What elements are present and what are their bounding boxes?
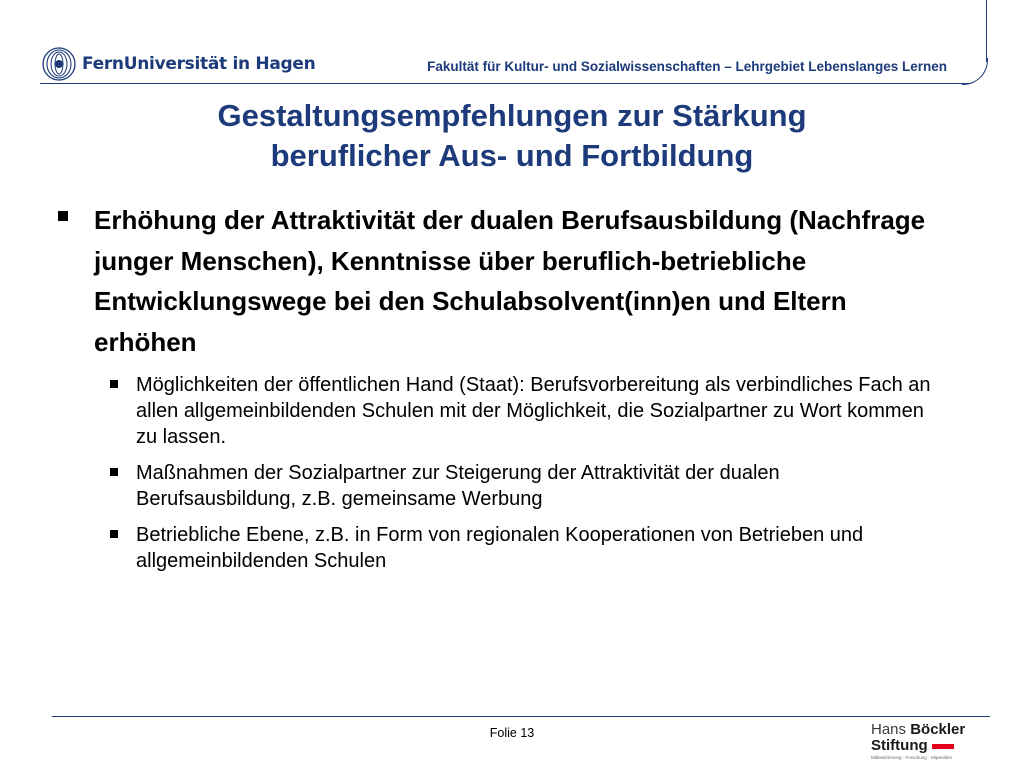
footer-divider bbox=[52, 716, 990, 717]
faculty-label: Fakultät für Kultur- und Sozialwissenschaften – Lehrgebiet Lebenslanges Lernen bbox=[427, 59, 947, 74]
sponsor-tagline: Mitbestimmung · Forschung · Stipendien bbox=[871, 755, 953, 760]
sponsor-word-stiftung: Stiftung bbox=[871, 737, 928, 754]
square-bullet-icon bbox=[110, 468, 118, 476]
sub-bullet-list bbox=[94, 372, 932, 574]
red-bar-icon bbox=[932, 744, 954, 749]
slide-title bbox=[0, 96, 1024, 176]
slide-title-line2: beruflicher Aus- und Fortbildung bbox=[270, 138, 754, 173]
sub-bullet-text: Möglichkeiten der öffentlichen Hand (Staat): Berufsvorbereitung als verbindliches Fach an allen allgemeinbildenden Schulen mit der Möglichkeit, die Sozialpartner zu Wort kommen zu lassen. bbox=[136, 374, 931, 448]
divider-curve bbox=[962, 58, 988, 85]
sponsor-line1 bbox=[871, 722, 991, 738]
sub-bullet-item bbox=[94, 460, 932, 512]
fernuni-emblem-icon bbox=[40, 46, 78, 82]
sub-bullet-text: Maßnahmen der Sozialpartner zur Steigerung der Attraktivität der dualen Berufsausbildung, z.B. gemeinsame Werbung bbox=[136, 462, 780, 510]
slide-title-line1: Gestaltungsempfehlungen zur Stärkung bbox=[217, 98, 807, 133]
square-bullet-icon bbox=[58, 211, 68, 221]
sponsor-word-hans: Hans bbox=[871, 721, 907, 738]
square-bullet-icon bbox=[110, 380, 118, 388]
vertical-divider bbox=[986, 0, 987, 62]
logo-text: FernUniversität in Hagen bbox=[82, 54, 316, 74]
fernuni-logo bbox=[40, 46, 315, 82]
bullet-list bbox=[52, 200, 932, 584]
sponsor-line2 bbox=[871, 738, 991, 754]
sub-bullet-item bbox=[94, 522, 932, 574]
header-divider bbox=[40, 83, 970, 84]
slide-number: Folie 13 bbox=[489, 726, 535, 740]
main-bullet-text: Erhöhung der Attraktivität der dualen Berufsausbildung (Nachfrage junger Menschen), Kenntnisse über beruflich-betriebliche Entwicklungswege bei den Schulabsolvent(inn)en und Eltern erhöhen bbox=[94, 205, 926, 357]
square-bullet-icon bbox=[110, 530, 118, 538]
main-bullet-item bbox=[52, 200, 932, 574]
sponsor-word-boeckler: Böckler bbox=[910, 721, 966, 738]
sub-bullet-item bbox=[94, 372, 932, 450]
sub-bullet-text: Betriebliche Ebene, z.B. in Form von regionalen Kooperationen von Betrieben und allgemeinbildenden Schulen bbox=[136, 524, 864, 572]
hans-boeckler-logo bbox=[871, 722, 991, 761]
